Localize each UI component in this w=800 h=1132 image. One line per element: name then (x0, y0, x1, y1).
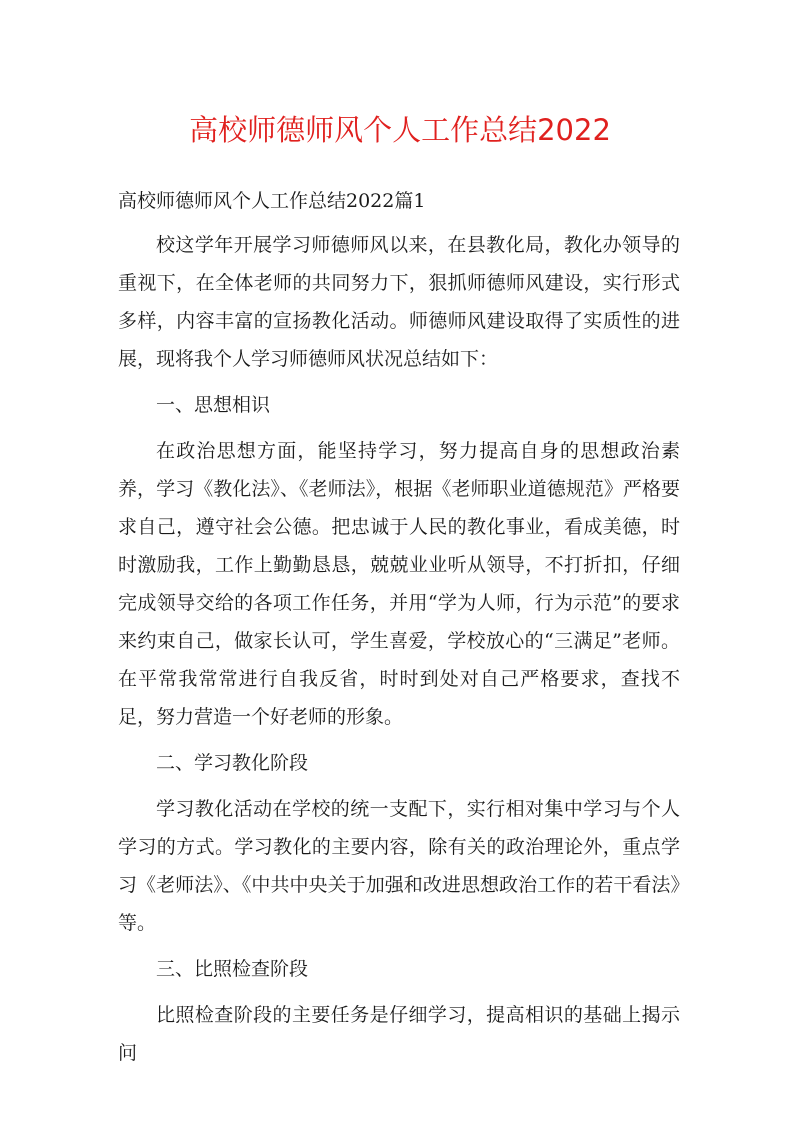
document-subtitle: 高校师德师风个人工作总结2022篇1 (118, 190, 426, 212)
document-title: 高校师德师风个人工作总结2022 (189, 113, 611, 147)
paragraph-section-3: 比照检查阶段的主要任务是仔细学习，提高相识的基础上揭示问 (118, 1004, 680, 1064)
document-body (118, 182, 680, 1080)
section-heading-1: 一、思想相识 (156, 394, 271, 416)
paragraph-intro: 校这学年开展学习师德师风以来，在县教化局，教化办领导的重视下，在全体老师的共同努力下，狠抓师德师风建设，实行形式多样，内容丰富的宣扬教化活动。师德师风建设取得了实质性的进展，现将我个人学习师德师风状况总结如下： (118, 234, 680, 370)
paragraph-section-1: 在政治思想方面，能坚持学习，努力提高自身的思想政治素养，学习《教化法》、《老师法》，根据《老师职业道德规范》严格要求自己，遵守社会公德。把忠诚于人民的教化事业，看成美德，时时激励我，工作上勤勤恳恳，兢兢业业听从领导，不打折扣，仔细完成领导交给的各项工作任务，并用“学为人师，行为示范”的要求来约束自己，做家长认可，学生喜爱，学校放心的“三满足”老师。在平常我常常进行自我反省，时时到处对自己严格要求，查找不足，努力营造一个好老师的形象。 (118, 440, 680, 728)
paragraph-section-2: 学习教化活动在学校的统一支配下，实行相对集中学习与个人学习的方式。学习教化的主要内容，除有关的政治理论外，重点学习《老师法》、《中共中央关于加强和改进思想政治工作的若干看法》等。 (118, 798, 680, 934)
section-heading-2: 二、学习教化阶段 (156, 752, 309, 774)
section-heading-3: 三、比照检查阶段 (156, 958, 309, 980)
